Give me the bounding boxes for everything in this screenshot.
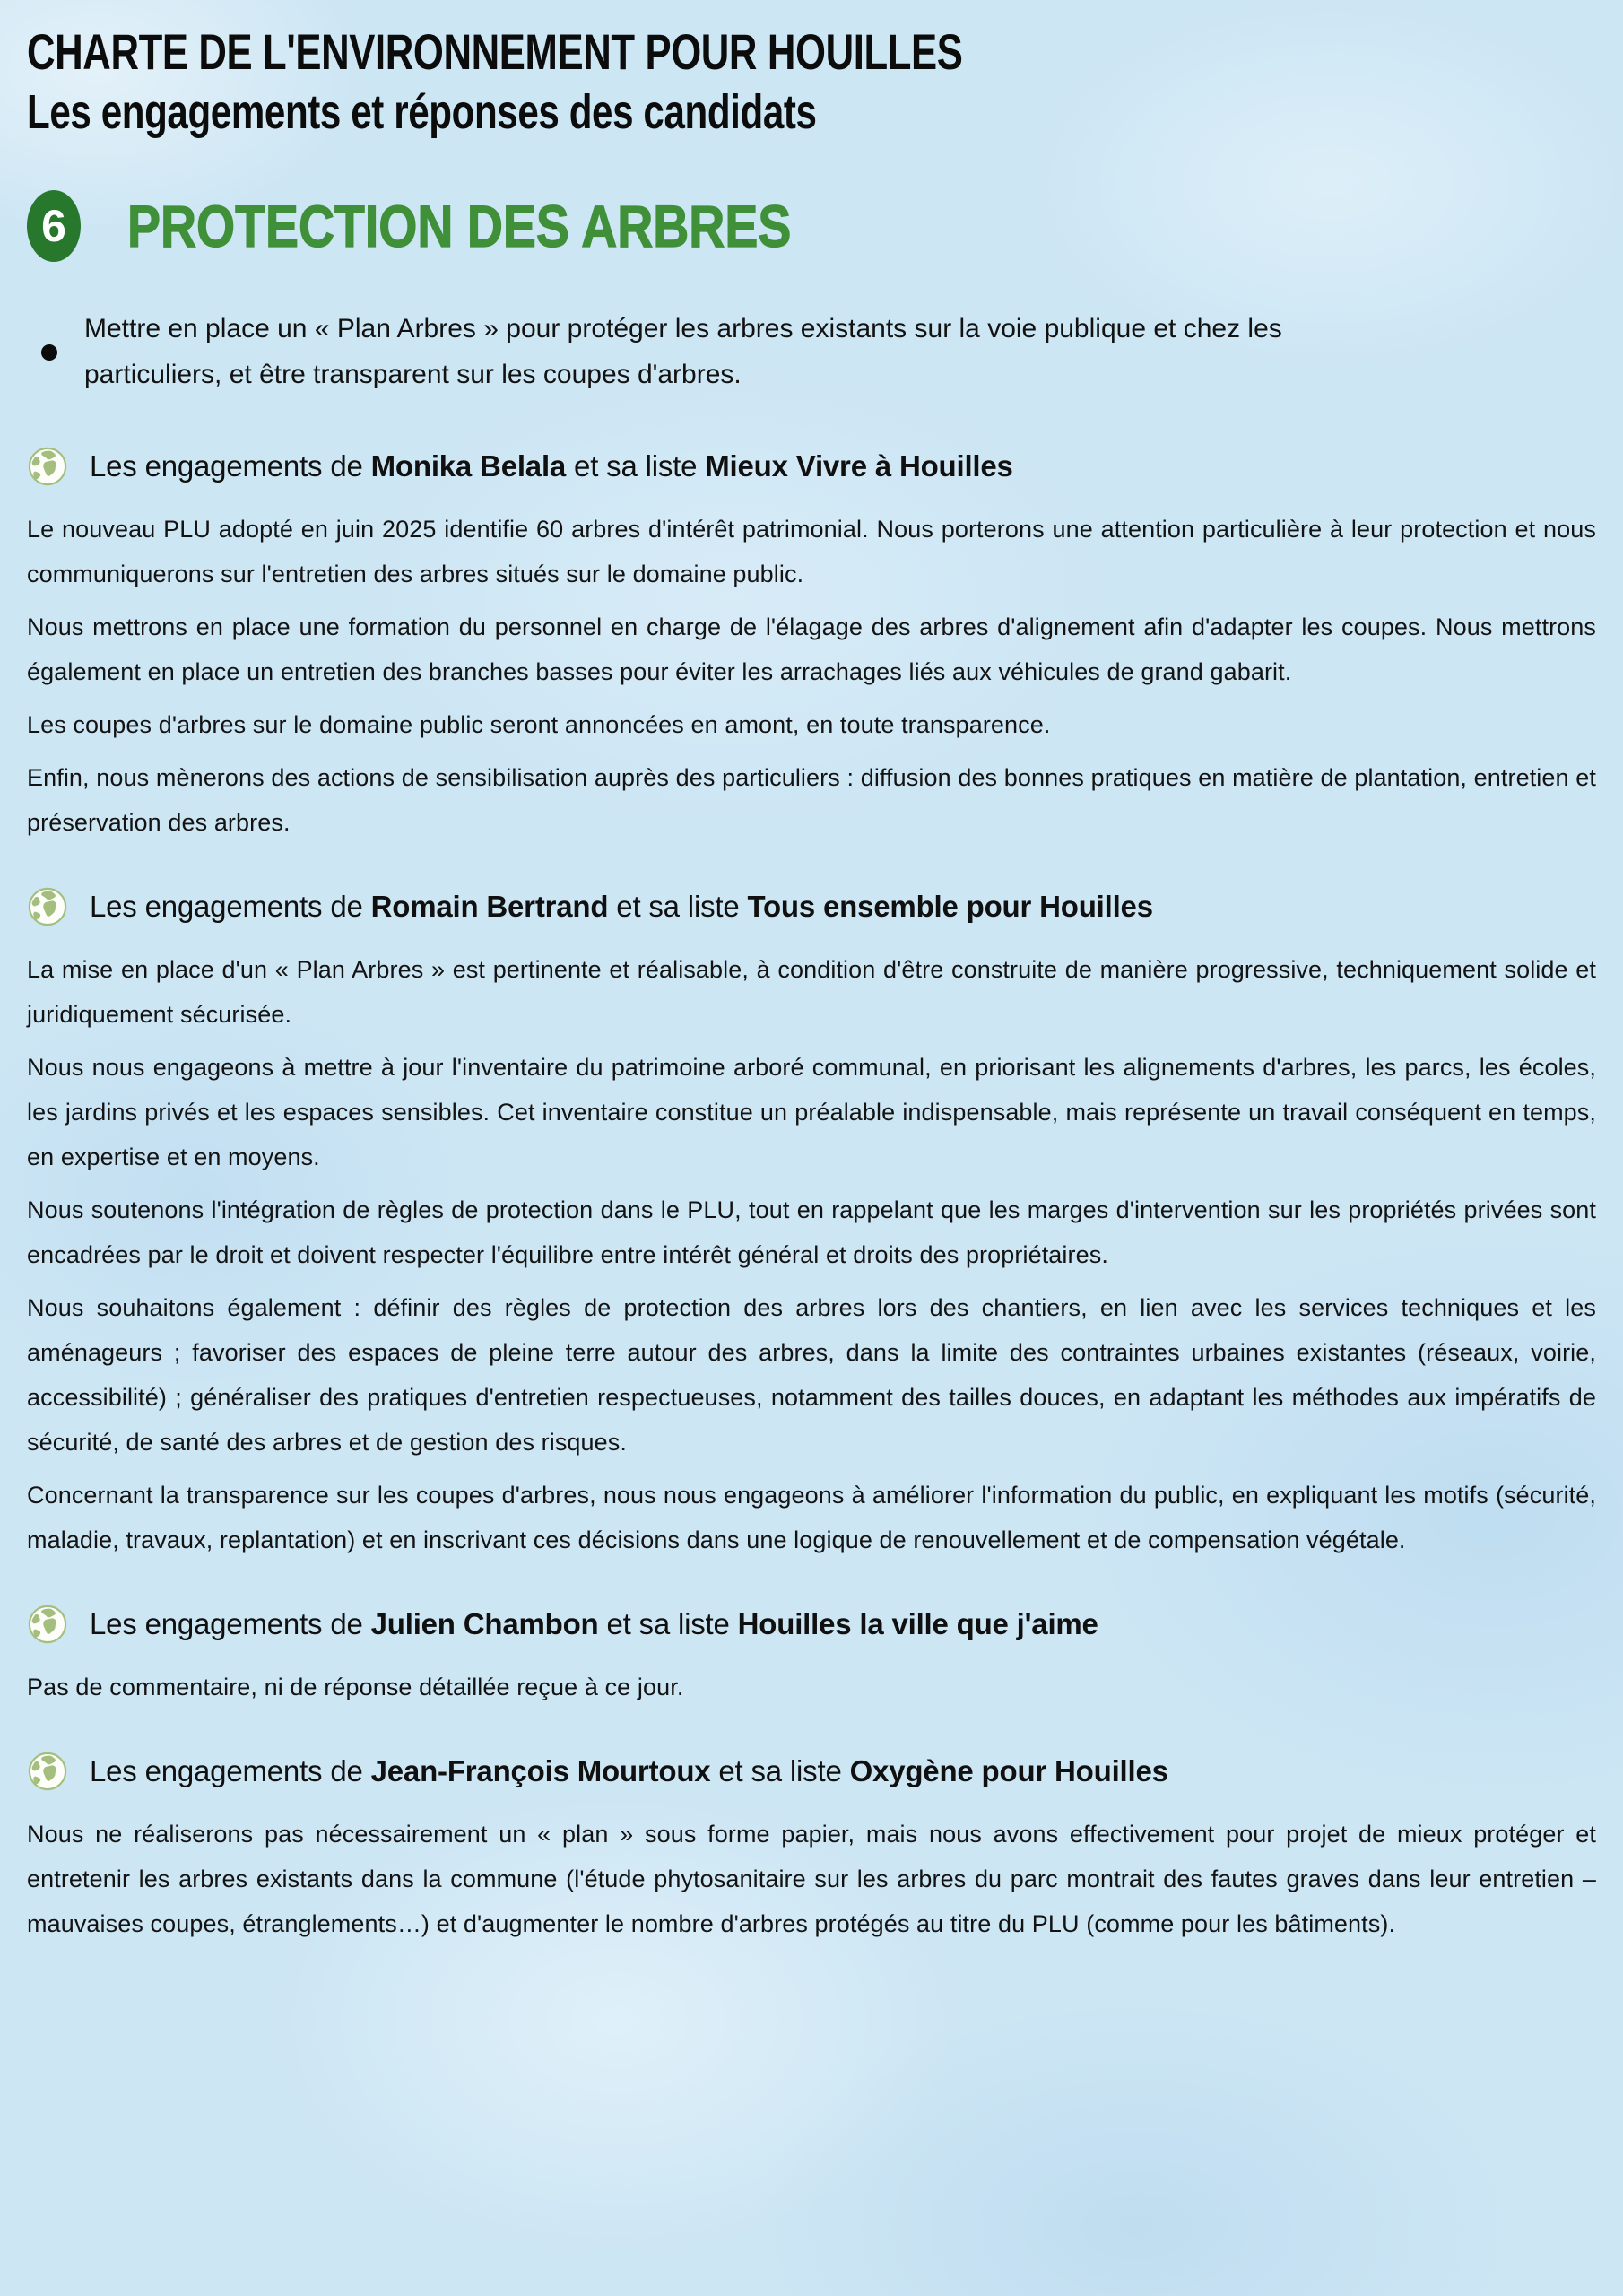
candidate-section-julien-chambon	[27, 1604, 1596, 1709]
candidate-paragraph: Nous nous engageons à mettre à jour l'inventaire du patrimoine arboré communal, en priorisant les alignements d'arbres, les parcs, les écoles, les jardins privés et les espaces sensibles. Cet inventaire constitue un préalable indispensable, mais représente un travail conséquent en temps, en expertise et en moyens.	[27, 1054, 1596, 1171]
candidate-list-name: Tous ensemble pour Houilles	[747, 890, 1153, 924]
candidate-body	[27, 1665, 1596, 1709]
measure-item	[27, 307, 1596, 397]
heading-middle: et sa liste	[608, 890, 748, 924]
globe-icon	[27, 1751, 68, 1792]
candidate-body	[27, 947, 1596, 1562]
candidate-name: Monika Belala	[370, 449, 567, 483]
page-header	[27, 23, 1596, 140]
heading-middle: et sa liste	[710, 1754, 850, 1788]
heading-prefix: Les engagements de	[90, 449, 371, 483]
candidate-name: Romain Bertrand	[370, 890, 609, 924]
candidate-paragraph: Enfin, nous mènerons des actions de sensibilisation auprès des particuliers : diffusion des bonnes pratiques en matière de plantation, entretien et préservation des arbres.	[27, 764, 1596, 837]
page-title: CHARTE DE L'ENVIRONNEMENT POUR HOUILLES	[27, 23, 963, 80]
candidate-section-jean-francois-mourtoux	[27, 1751, 1596, 1946]
candidate-paragraph: Le nouveau PLU adopté en juin 2025 identifie 60 arbres d'intérêt patrimonial. Nous porterons une attention particulière à leur protection et nous communiquerons sur l'entretien des arbres situés sur le domaine public.	[27, 516, 1596, 588]
candidate-body	[27, 507, 1596, 845]
candidate-heading-row	[27, 886, 1596, 927]
candidate-list-name: Houilles la ville que j'aime	[737, 1607, 1098, 1641]
candidate-heading	[90, 1607, 1098, 1641]
candidate-paragraph: Pas de commentaire, ni de réponse détaillée reçue à ce jour.	[27, 1674, 684, 1701]
heading-prefix: Les engagements de	[90, 890, 371, 924]
candidate-heading	[90, 890, 1153, 924]
heading-prefix: Les engagements de	[90, 1607, 371, 1641]
heading-prefix: Les engagements de	[90, 1754, 371, 1788]
topic-number-badge	[27, 190, 81, 262]
candidate-heading	[90, 449, 1013, 483]
candidate-list-name: Oxygène pour Houilles	[849, 1754, 1168, 1788]
candidate-paragraph: La mise en place d'un « Plan Arbres » est pertinente et réalisable, à condition d'être construite de manière progressive, techniquement solide et juridiquement sécurisée.	[27, 956, 1596, 1029]
candidate-section-monika-belala	[27, 446, 1596, 845]
topic-header	[27, 190, 1596, 262]
candidate-name: Julien Chambon	[370, 1607, 599, 1641]
candidate-heading	[90, 1754, 1168, 1788]
candidate-paragraph: Nous soutenons l'intégration de règles de protection dans le PLU, tout en rappelant que les marges d'intervention sur les propriétés privées sont encadrées par le droit et doivent respecter l'équilibre entre intérêt général et droits des propriétaires.	[27, 1196, 1596, 1269]
heading-middle: et sa liste	[598, 1607, 738, 1641]
candidate-paragraph: Les coupes d'arbres sur le domaine public seront annoncées en amont, en toute transparence.	[27, 711, 1051, 739]
candidate-heading-row	[27, 1604, 1596, 1645]
candidate-heading-row	[27, 1751, 1596, 1792]
candidate-paragraph: Nous ne réaliserons pas nécessairement un « plan » sous forme papier, mais nous avons effectivement pour projet de mieux protéger et entretenir les arbres existants dans la commune (l'étude phytosanitaire sur les arbres du parc montrait des fautes graves dans leur entretien – mauvaises coupes, étranglements…) et d'augmenter le nombre d'arbres protégés au titre du PLU (comme pour les bâtiments).	[27, 1821, 1596, 1938]
candidate-paragraph: Concernant la transparence sur les coupes d'arbres, nous nous engageons à améliorer l'information du public, en expliquant les motifs (sécurité, maladie, travaux, replantation) et en inscrivant ces décisions dans une logique de renouvellement et de compensation végétale.	[27, 1482, 1596, 1554]
bullet-icon	[41, 344, 57, 361]
globe-icon	[27, 1604, 68, 1645]
heading-middle: et sa liste	[566, 449, 706, 483]
page-subtitle: Les engagements et réponses des candidats	[27, 85, 817, 140]
candidate-list-name: Mieux Vivre à Houilles	[705, 449, 1013, 483]
topic-title: PROTECTION DES ARBRES	[127, 193, 792, 260]
candidate-paragraph: Nous souhaitons également : définir des règles de protection des arbres lors des chantiers, en lien avec les services techniques et les aménageurs ; favoriser des espaces de pleine terre autour des arbres, dans la limite des contraintes urbaines existantes (réseaux, voirie, accessibilité) ; généraliser des pratiques d'entretien respectueuses, notamment des tailles douces, en adaptant les méthodes aux impératifs de sécurité, de santé des arbres et de gestion des risques.	[27, 1294, 1596, 1457]
globe-icon	[27, 886, 68, 927]
globe-icon	[27, 446, 68, 487]
candidate-heading-row	[27, 446, 1596, 487]
topic-number: 6	[41, 201, 66, 252]
candidate-body	[27, 1812, 1596, 1946]
measure-text: Mettre en place un « Plan Arbres » pour protéger les arbres existants sur la voie publique et chez les particuliers, et être transparent sur les coupes d'arbres.	[84, 314, 1282, 389]
candidate-paragraph: Nous mettrons en place une formation du personnel en charge de l'élagage des arbres d'alignement afin d'adapter les coupes. Nous mettrons également en place un entretien des branches basses pour éviter les arrachages liés aux véhicules de grand gabarit.	[27, 613, 1596, 686]
candidate-section-romain-bertrand	[27, 886, 1596, 1562]
candidate-name: Jean-François Mourtoux	[370, 1754, 711, 1788]
